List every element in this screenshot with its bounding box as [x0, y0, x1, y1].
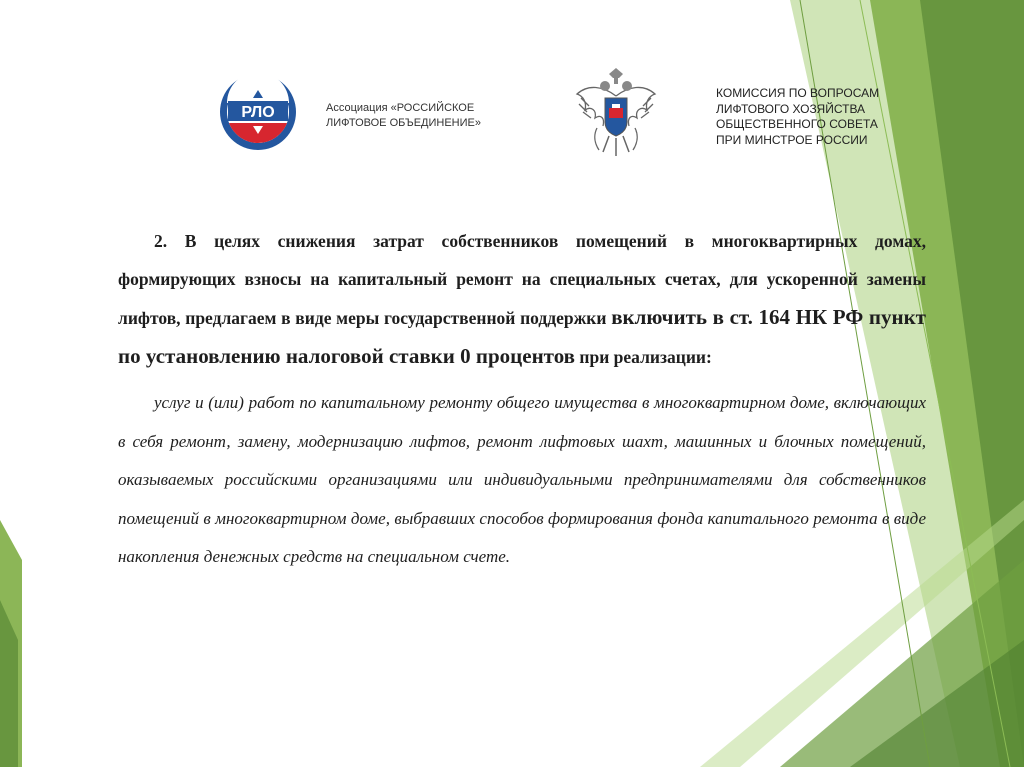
rlo-logo-icon	[219, 73, 297, 151]
slide-body	[118, 222, 926, 577]
commission-line: ПРИ МИНСТРОЕ РОССИИ	[716, 132, 868, 147]
commission-line: ОБЩЕСТВЕННОГО СОВЕТА	[716, 117, 878, 131]
proposal-outro: при реализации:	[575, 347, 712, 367]
rlo-logo-text: РЛО	[241, 104, 275, 121]
proposal-emphasis: включить в ст. 164 НК РФ пункт по установлению налоговой ставки 0 процентов	[118, 305, 926, 368]
proposal-paragraph	[118, 222, 926, 376]
commission-line: ЛИФТОВОГО ХОЗЯЙСТВА	[716, 101, 866, 116]
proposal-intro: 2. В целях снижения затрат собственников помещений в многоквартирных домах, формирующих взносы на капитальный ремонт на специальных счетах, для ускоренной замены лифтов, предлагаем в виде меры государственной поддержки	[118, 231, 926, 328]
association-name	[326, 101, 526, 131]
association-line: Ассоциация «РОССИЙСКОЕ	[326, 102, 475, 114]
ministry-emblem-icon	[573, 66, 659, 158]
commission-name	[716, 86, 946, 148]
services-paragraph: услуг и (или) работ по капитальному ремонту общего имущества в многоквартирном доме, включающих в себя ремонт, замену, модернизацию лифтов, ремонт лифтовых шахт, машинных и блочных помещений, оказываемых российскими организациями или индивидуальными предпринимателями для собственников помещений в многоквартирном доме, выбравших способов формирования фонда капитального ремонта в виде накопления денежных средств на специальном счете.	[118, 393, 926, 566]
association-line: ЛИФТОВОЕ ОБЪЕДИНЕНИЕ»	[326, 117, 481, 129]
commission-line: КОМИССИЯ ПО ВОПРОСАМ	[716, 86, 880, 100]
